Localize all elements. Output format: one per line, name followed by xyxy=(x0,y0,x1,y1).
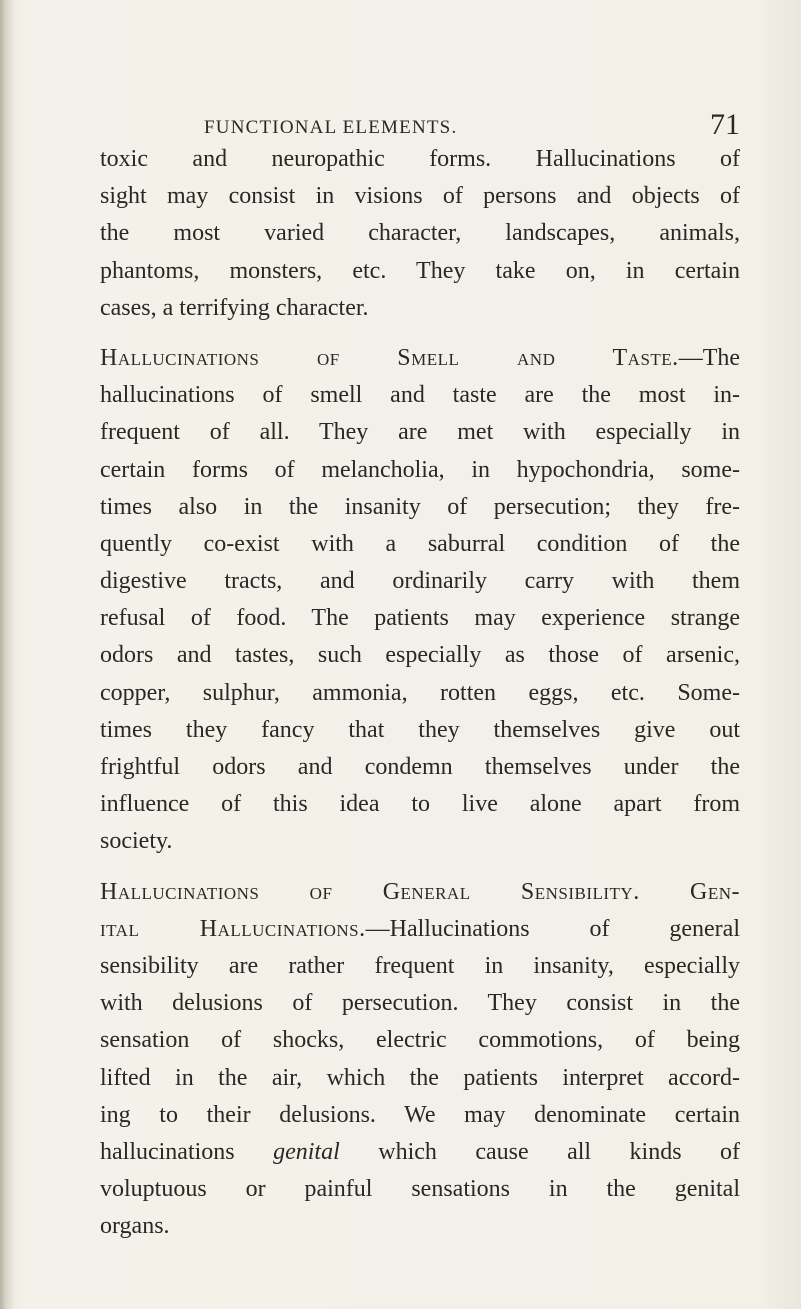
text-fragment: —Hallucinations of general xyxy=(365,915,740,942)
section-heading-line xyxy=(100,340,740,377)
text-line: frequent of all. They are met with especially in xyxy=(100,419,740,446)
section-heading: Hallucinations of Smell and Taste. xyxy=(100,344,679,371)
text-line: lifted in the air, which the patients interpret accord- xyxy=(100,1064,740,1091)
text-line: digestive tracts, and ordinarily carry with them xyxy=(100,568,740,595)
text-line: hallucinations of smell and taste are the most in- xyxy=(100,382,740,409)
text-line: cases, a terrifying character. xyxy=(100,294,369,321)
binding-shadow xyxy=(0,0,14,1309)
text-line: copper, sulphur, ammonia, rotten eggs, etc. Some- xyxy=(100,679,740,706)
text-line: ing to their delusions. We may denominate certain xyxy=(100,1101,740,1128)
text-line: odors and tastes, such especially as those of arsenic, xyxy=(100,642,740,669)
text-line: influence of this idea to live alone apart from xyxy=(100,791,740,818)
text-line: times they fancy that they themselves give out xyxy=(100,716,740,743)
text-line: the most varied character, landscapes, animals, xyxy=(100,220,740,247)
section-heading: ital Hallucinations. xyxy=(100,915,366,942)
italic-term: genital xyxy=(273,1138,340,1165)
section-heading-line xyxy=(100,911,740,948)
text-line: toxic and neuropathic forms. Hallucinations of xyxy=(100,146,740,172)
text-line: times also in the insanity of persecution; they fre- xyxy=(100,493,740,520)
text-line: sensation of shocks, electric commotions, of being xyxy=(100,1027,740,1054)
text-fragment: —The xyxy=(678,344,740,371)
text-fragment: which cause all kinds of xyxy=(378,1138,741,1165)
body-text xyxy=(100,141,740,1245)
text-fragment: hallucinations xyxy=(100,1138,235,1165)
section-heading: Hallucinations of General Sensibility. Gen- xyxy=(100,878,740,905)
text-line: quently co-exist with a saburral condition of the xyxy=(100,530,740,557)
text-line: voluptuous or painful sensations in the genital xyxy=(100,1176,740,1203)
text-line: society. xyxy=(100,828,173,855)
text-line: with delusions of persecution. They consist in the xyxy=(100,990,740,1017)
text-line: organs. xyxy=(100,1213,170,1240)
text-line: refusal of food. The patients may experience strange xyxy=(100,605,740,632)
text-line: phantoms, monsters, etc. They take on, in certain xyxy=(100,257,740,284)
text-line xyxy=(100,1134,740,1171)
text-line: sight may consist in visions of persons and objects of xyxy=(100,183,740,210)
page-number: 71 xyxy=(710,108,740,141)
text-line: frightful odors and condemn themselves under the xyxy=(100,754,740,780)
paragraph-gap xyxy=(100,861,740,874)
text-line: certain forms of melancholia, in hypochondria, some- xyxy=(100,456,740,483)
text-line: sensibility are rather frequent in insanity, especially xyxy=(100,952,740,979)
paragraph-gap xyxy=(100,327,740,340)
running-title: FUNCTIONAL ELEMENTS. xyxy=(204,117,458,138)
